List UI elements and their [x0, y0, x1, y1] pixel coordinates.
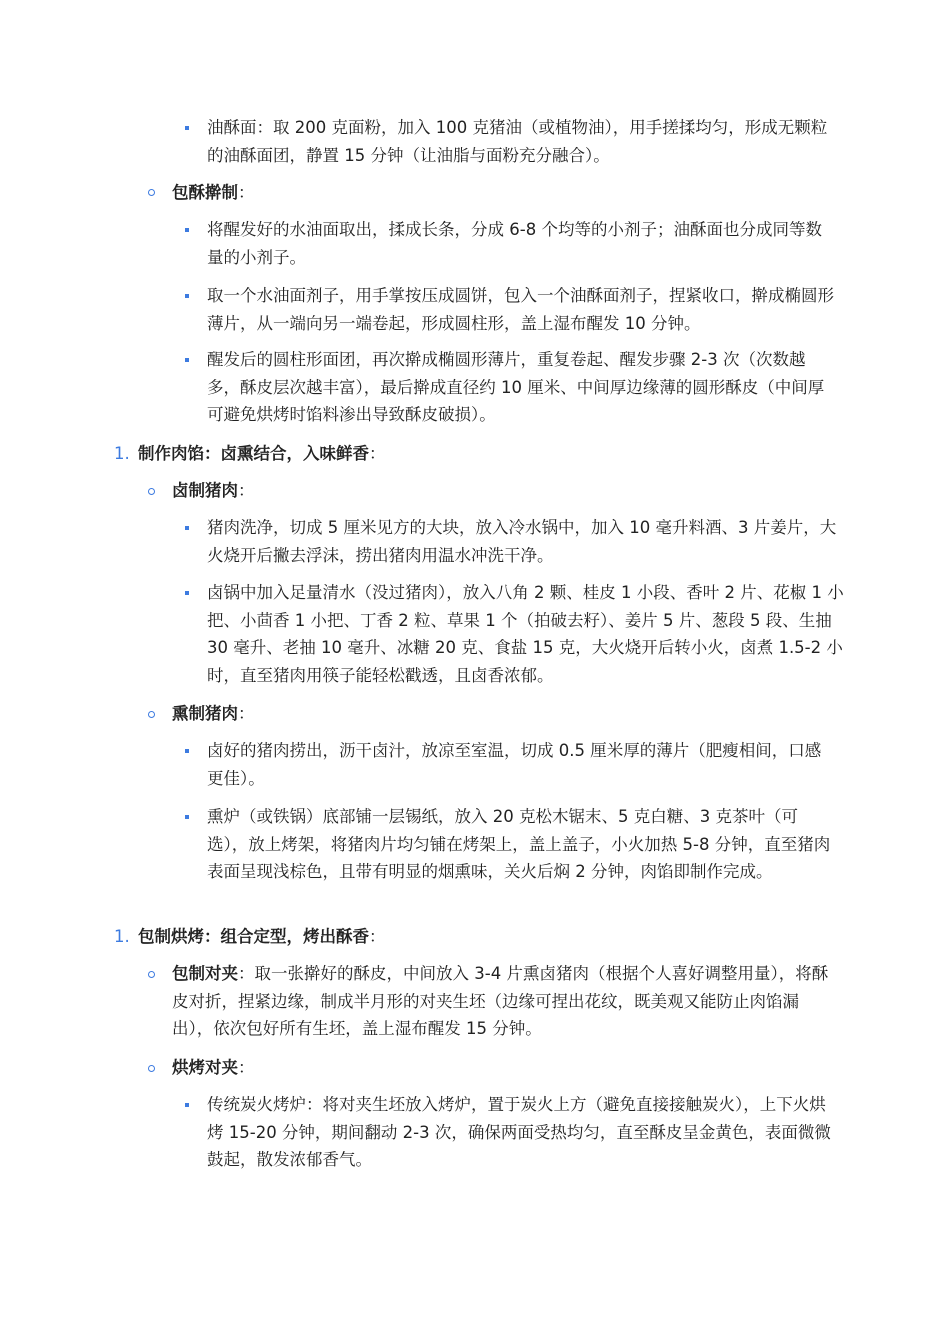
list-item-text: ：取一张擀好的酥皮，中间放入 3-4 片熏卤猪肉（根据个人喜好调整用量），将酥皮对折，捏紧边缘，制成半月形的对夹生坯（边缘可捏出花纹，既美观又能防止肉馅漏出），依次包好所有生坯，盖上湿布醒发 15 分钟。: [172, 964, 829, 1038]
list-item: [172, 477, 832, 505]
square-bullet-icon: [185, 591, 189, 595]
list-item-text: 熏炉（或铁锅）底部铺一层锡纸，放入 20 克松木锯末、5 克白糖、3 克茶叶（可选），放上烤架，将猪肉片均匀铺在烤架上，盖上盖子，小火加热 5-8 分钟，直至猪肉表面呈现浅棕色，且带有明显的烟熏味，关火后焖 2 分钟，肉馅即制作完成。: [207, 807, 831, 881]
list-item-text: ：: [238, 704, 255, 723]
square-bullet-icon: [185, 749, 189, 753]
list-item: [172, 179, 832, 207]
list-item-heading: 制作肉馅：卤熏结合，入味鲜香: [138, 444, 369, 463]
list-item-text: 卤好的猪肉捞出，沥干卤汁，放凉至室温，切成 0.5 厘米厚的薄片（肥瘦相间，口感更佳）。: [207, 741, 822, 788]
list-item: [138, 440, 838, 468]
list-item-text: ：: [238, 183, 255, 202]
list-item: [207, 737, 837, 792]
list-item-text: ：: [369, 927, 386, 946]
list-item-text: ：: [369, 444, 386, 463]
list-item: [207, 114, 837, 169]
list-number: 1.: [114, 927, 130, 946]
list-item-heading: 熏制猪肉: [172, 704, 238, 723]
circle-bullet-icon: [148, 189, 155, 196]
square-bullet-icon: [185, 126, 189, 130]
circle-bullet-icon: [148, 1065, 155, 1072]
list-item-heading: 包制对夹: [172, 964, 238, 983]
list-item: [172, 960, 837, 1043]
list-item: [207, 346, 837, 429]
list-item-text: 卤锅中加入足量清水（没过猪肉），放入八角 2 颗、桂皮 1 小段、香叶 2 片、花椒 1 小把、小茴香 1 小把、丁香 2 粒、草果 1 个（拍破去籽）、姜片 5 片、葱段 5 段、生抽 30 毫升、老抽 10 毫升、冰糖 20 克、食盐 15 克，大火烧开后转小火，卤煮 1.5-2 小时，直至猪肉用筷子能轻松戳透，且卤香浓郁。: [207, 583, 844, 685]
list-item-heading: 烘烤对夹: [172, 1058, 238, 1077]
list-item: [207, 216, 837, 271]
list-item: [207, 579, 847, 689]
list-item-text: 传统炭火烤炉：将对夹生坯放入烤炉，置于炭火上方（避免直接接触炭火），上下火烘烤 15-20 分钟，期间翻动 2-3 次，确保两面受热均匀，直至酥皮呈金黄色，表面微微鼓起，散发浓郁香气。: [207, 1095, 831, 1169]
list-item: [138, 923, 838, 951]
square-bullet-icon: [185, 358, 189, 362]
list-item-text: 将醒发好的水油面取出，揉成长条，分成 6-8 个均等的小剂子；油酥面也分成同等数量的小剂子。: [207, 220, 822, 267]
list-number: 1.: [114, 444, 130, 463]
list-item-heading: 卤制猪肉: [172, 481, 238, 500]
list-item-text: 取一个水油面剂子，用手掌按压成圆饼，包入一个油酥面剂子，捏紧收口，擀成椭圆形薄片，从一端向另一端卷起，形成圆柱形，盖上湿布醒发 10 分钟。: [207, 286, 834, 333]
list-item-text: 猪肉洗净，切成 5 厘米见方的大块，放入冷水锅中，加入 10 毫升料酒、3 片姜片，大火烧开后撇去浮沫，捞出猪肉用温水冲洗干净。: [207, 518, 837, 565]
circle-bullet-icon: [148, 488, 155, 495]
list-item-text: ：: [238, 481, 255, 500]
circle-bullet-icon: [148, 971, 155, 978]
square-bullet-icon: [185, 294, 189, 298]
list-item: [172, 700, 832, 728]
circle-bullet-icon: [148, 711, 155, 718]
list-item: [207, 803, 837, 886]
list-item-text: 醒发后的圆柱形面团，再次擀成椭圆形薄片，重复卷起、醒发步骤 2-3 次（次数越多，酥皮层次越丰富），最后擀成直径约 10 厘米、中间厚边缘薄的圆形酥皮（中间厚可避免烘烤时馅料渗出导致酥皮破损）。: [207, 350, 825, 424]
square-bullet-icon: [185, 1103, 189, 1107]
square-bullet-icon: [185, 228, 189, 232]
list-item: [207, 1091, 842, 1174]
list-item-heading: 包酥擀制: [172, 183, 238, 202]
list-item: [207, 282, 837, 337]
list-item: [207, 514, 847, 569]
square-bullet-icon: [185, 526, 189, 530]
list-item: [172, 1054, 832, 1082]
square-bullet-icon: [185, 815, 189, 819]
list-item-heading: 包制烘烤：组合定型，烤出酥香: [138, 927, 369, 946]
list-item-text: ：: [238, 1058, 255, 1077]
list-item-text: 油酥面：取 200 克面粉，加入 100 克猪油（或植物油），用手搓揉均匀，形成无颗粒的油酥面团，静置 15 分钟（让油脂与面粉充分融合）。: [207, 118, 828, 165]
